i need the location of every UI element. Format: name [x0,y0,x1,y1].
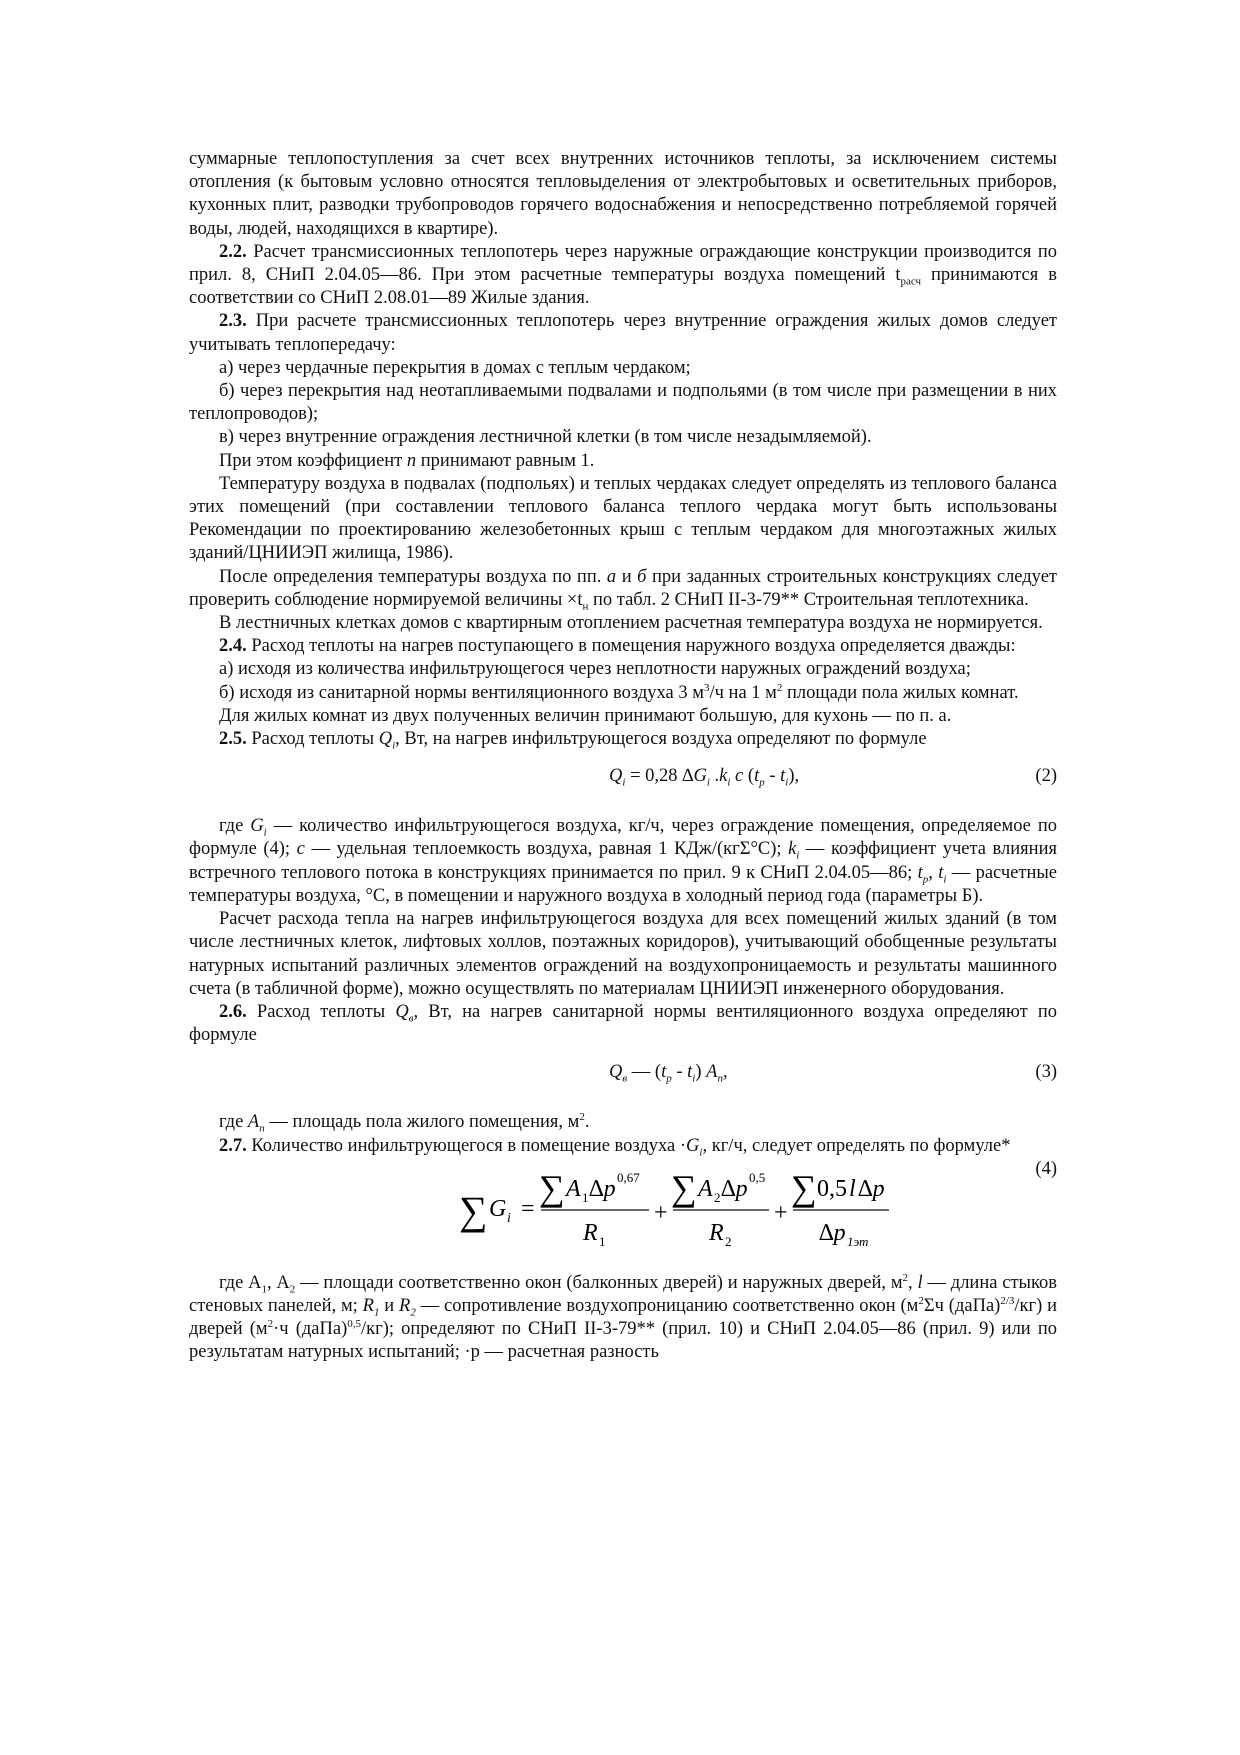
paragraph-living-rooms [189,705,1057,728]
paragraph-2-6: 2.6. Расход теплоты $Q_в$, Вт, на нагрев санитарной нормы вентиляционного воздуха определяют по формуле [189,1001,1057,1046]
equation-4 [189,1158,1057,1268]
dp1-symbol: ∆p [819,1219,846,1246]
paragraph-text: , Вт, на нагрев инфильтрующегося воздуха определяют по формуле [395,729,927,750]
list-item-v [189,426,1057,449]
paragraph-text: принимаются в соответствии со СНиП 2.08.01—89 Жилые здания. [189,265,1057,309]
italic-symbol: Q [378,729,393,750]
exponent: 0,5 [749,1169,766,1185]
paragraph-text: В лестничных клетках домов с квартирным отоплением расчетная температура воздуха не нормируется. [219,613,1043,634]
equals-sign: = [521,1195,535,1222]
paragraph-2-3 [189,310,1057,356]
g-symbol: G [489,1195,507,1222]
subscript: расч [900,275,922,288]
paragraph-staircases [189,612,1057,635]
sum-symbol: ∑ [671,1167,697,1208]
equation-3-formula: $Q_в$ — $(t_р - t_i)$ $A_п$, [609,1062,728,1085]
equation-2-formula: $Q_i = 0,28$ $\Delta G_i$ $.k_i$ c $(t_р - t_i)$, [609,766,800,789]
section-number: 2.5. [219,729,247,750]
r2-symbol: R [709,1219,724,1246]
a2-symbol: A [698,1175,713,1202]
subscript: 1 [582,1189,589,1205]
paragraph-text: После определения температуры воздуха по пп. [219,566,607,587]
dp-symbol: ∆p [858,1175,885,1202]
exponent: 0,67 [617,1169,640,1185]
paragraph-coefficient [189,450,1057,473]
equation-2 [189,759,1057,805]
subscript: i [392,739,396,752]
list-item-b [189,380,1057,426]
paragraph-2-5 [189,728,1057,751]
paragraph-text: б) через перекрытия над неотапливаемыми подвалами и подпольями (в том числе при размещении в них теплопроводов); [189,381,1057,425]
subscript: i [507,1210,511,1226]
paragraph-text: Температуру воздуха в подвалах (подпольях) и теплых чердаках следует определять из теплового баланса этих помещений (при составлении теплового баланса теплого чердака могут быть использованы Рекомендации по проектированию железобетонных крыш с теплым чердаком для многоэтажных жилых зданий/ЦНИИЭП жилища, 1986). [189,473,1057,564]
list-item-a [189,357,1057,380]
plus-sign: + [774,1199,788,1226]
paragraph-text: а) через чердачные перекрытия в домах с теплым чердаком; [219,357,691,378]
paragraph-where-gi: где $G_i$ — количество инфильтрующегося воздуха, кг/ч, через ограждение помещения, определяемое по формуле (4); с — удельная теплоемкость воздуха, равная 1 КДж/(кгΣ°С); $k_i$ — коэффициент учета влияния встречного теплового потока в конструкциях принимается по прил. 9 к СНиП 2.04.05—86; $t_р$, $t_i$ — расчетные температуры воздуха, °С, в помещении и наружного воздуха в холодный период года (параметры Б). [189,816,1058,906]
superscript: 3 [703,681,710,694]
italic-symbol: б [637,566,647,587]
paragraph-2-4 [189,635,1057,658]
subscript: 2 [725,1233,732,1249]
section-number: 2.7. [219,1135,247,1156]
section-number: 2.2. [219,241,247,262]
italic-symbol: а [606,566,617,587]
paragraph-after-determination [189,566,1057,612]
section-number: 2.3. [219,311,247,332]
paragraph-text: площади пола жилых комнат. [782,682,1019,703]
paragraph-text: и [616,566,638,587]
paragraph-text: Расчет трансмиссионных теплопотерь через наружные ограждающие конструкции производится по прил. 8, СНиП 2.04.05—86. При этом расчетные температуры воздуха помещений t [189,241,1057,286]
paragraph-text: Расход теплоты [246,729,379,750]
l-symbol: l [849,1175,856,1202]
paragraph-text: при заданных строительных конструкциях следует проверить соблюдение нормируемой величины ×t [189,566,1057,610]
paragraph-text: в) через внутренние ограждения лестничной клетки (в том числе незадымляемой). [219,427,872,448]
equation-4-formula [459,1158,899,1258]
subscript: 1 [599,1233,606,1249]
paragraph-heat-calc: Расчет расхода тепла на нагрев инфильтрующегося воздуха для всех помещений жилых зданий (в том числе лестничных клеток, лифтовых холлов, поэтажных коридоров), учитывающий обобщенные результаты натурных испытаний различных элементов ограждений на воздухопроницаемость и результаты машинного счета (в табличной форме), можно осуществлять по материалам ЦНИИЭП инженерного оборудования. [189,909,1057,999]
dp-symbol: ∆p [589,1175,616,1202]
paragraph-where-a1-a2: где $А_1$, $А_2$ — площади соответственно окон (балконных дверей) и наружных дверей, $м^2$, l — длина стыков стеновых панелей, м; $R_1$ и $R_2$ — сопротивление воздухопроницанию соответственно окон ($м^2\Sigma ч$ (даПа)$^{2/3}$/кг) и дверей ($м^2\cdot ч$ (даПа)$^{0,5}$/кг); определяют по СНиП II-3-79** (прил. 10) и СНиП 2.04.05—86 (прил. 9) или по результатам натурных испытаний; ·р — расчетная разность [189,1271,1058,1363]
paragraph-text: При этом коэффициент [219,450,407,471]
paragraph-text: б) исходя из санитарной нормы вентиляционного воздуха 3 м [219,682,704,703]
paragraph-1 [189,148,1057,241]
paragraph-text: суммарные теплопоступления за счет всех внутренних источников теплоты, за исключением системы отопления (к бытовым условно относятся тепловыделения от электробытовых и осветительных приборов, кухонных плит, разводки трубопроводов горячего водоснабжения и непосредственно потребляемой горячей воды, людей, находящихся в квартире). [189,149,1057,239]
paragraph-temperature [189,473,1057,566]
list-item-b2 [189,682,1057,705]
equation-3 [189,1055,1057,1101]
sum-symbol: ∑ [791,1167,817,1208]
document-page [189,148,1057,1365]
subscript: 2 [714,1189,721,1205]
r1-symbol: R [583,1219,598,1246]
paragraph-text: /ч на 1 м [709,682,777,703]
plus-sign: + [654,1199,668,1226]
section-number: 2.4. [219,636,247,657]
paragraph-text: принимают равным 1. [416,450,595,471]
paragraph-text: Расход теплоты на нагрев поступающего в помещения наружного воздуха определяется дважды: [246,636,1016,657]
a1-symbol: A [566,1175,581,1202]
list-item-a2 [189,658,1057,681]
equation-3-number: (3) [1035,1062,1057,1083]
superscript: 2 [776,681,783,694]
dp-symbol: ∆p [721,1175,748,1202]
paragraph-2-2 [189,241,1057,311]
paragraph-text: по табл. 2 СНиП II-3-79** Строительная теплотехника. [588,589,1029,610]
paragraph-text: а) исходя из количества инфильтрующегося через неплотности наружных ограждений воздуха; [219,659,971,680]
sum-symbol: ∑ [459,1187,488,1233]
coefficient: 0,5 [817,1175,847,1202]
subscript: н [582,600,589,613]
italic-symbol: n [406,450,417,471]
paragraph-2-7: 2.7. Количество инфильтрующегося в помещение воздуха $\cdot G_i$, кг/ч, следует определять по формуле* [219,1135,1011,1159]
paragraph-where-an: где $A_п$ — площадь пола жилого помещения, $м^2$. [219,1111,590,1135]
section-number: 2.6. [219,1001,247,1022]
equation-2-number: (2) [1035,766,1057,787]
paragraph-text: При расчете трансмиссионных теплопотерь через внутренние ограждения жилых домов следует учитывать теплопередачу: [189,311,1057,355]
sum-symbol: ∑ [539,1167,565,1208]
equation-4-number: (4) [1035,1158,1057,1179]
paragraph-text: Для жилых комнат из двух полученных величин принимают большую, для кухонь — по п. а. [219,705,952,726]
subscript: 1эт [847,1233,869,1249]
